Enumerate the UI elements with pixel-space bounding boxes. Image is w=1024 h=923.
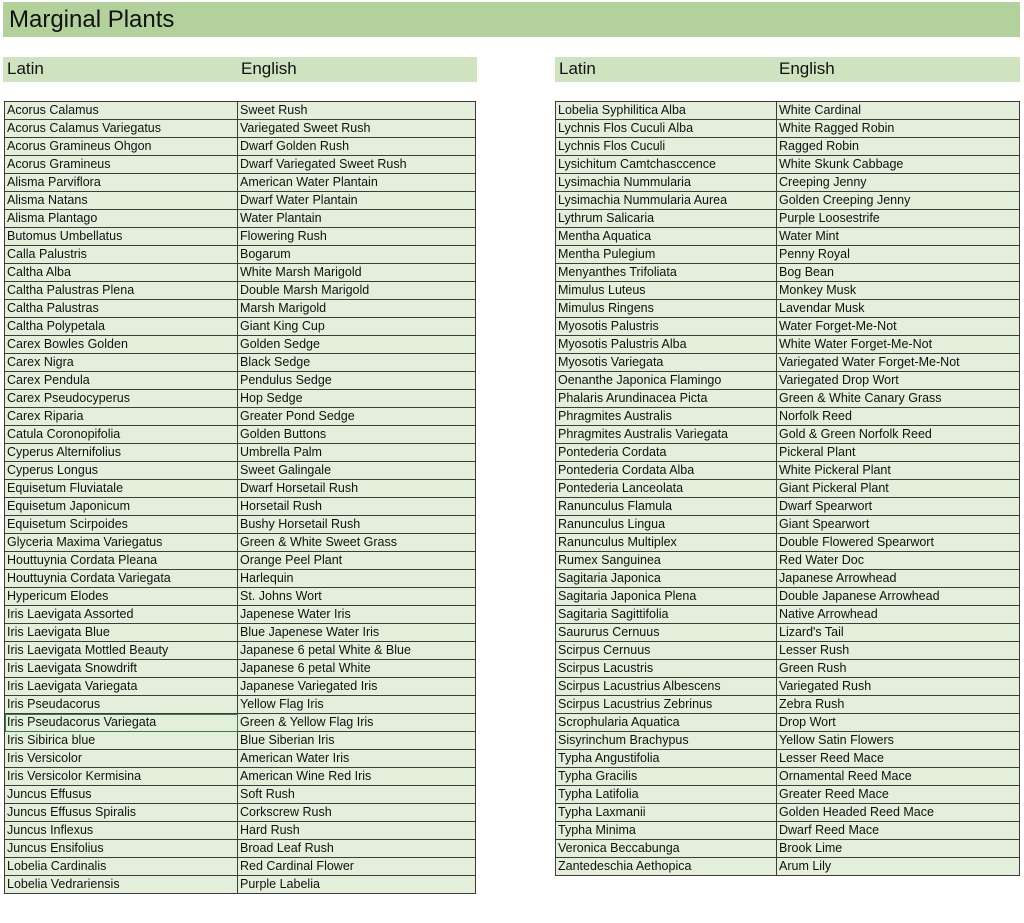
- table-row: [556, 660, 1020, 678]
- latin-name-cell[interactable]: Houttuynia Cordata Variegata: [5, 570, 238, 588]
- latin-name-cell[interactable]: Sagitaria Sagittifolia: [556, 606, 777, 624]
- table-row: [556, 732, 1020, 750]
- table-row: [5, 822, 476, 840]
- english-name-cell[interactable]: Yellow Satin Flowers: [777, 732, 1020, 750]
- table-row: [5, 444, 476, 462]
- table-row: [5, 354, 476, 372]
- latin-name-cell[interactable]: Alisma Parviflora: [5, 174, 238, 192]
- english-name-cell[interactable]: Flowering Rush: [238, 228, 476, 246]
- english-name-cell[interactable]: Dwarf Reed Mace: [777, 822, 1020, 840]
- english-name-cell[interactable]: Arum Lily: [777, 858, 1020, 876]
- table-row: [5, 804, 476, 822]
- left-header-row: [3, 57, 477, 82]
- table-row: [556, 570, 1020, 588]
- table-row: [556, 102, 1020, 120]
- latin-name-cell[interactable]: Calla Palustris: [5, 246, 238, 264]
- english-name-cell[interactable]: Variegated Water Forget-Me-Not: [777, 354, 1020, 372]
- english-name-cell[interactable]: Ragged Robin: [777, 138, 1020, 156]
- left-plants-table: [4, 101, 476, 894]
- table-row: [556, 192, 1020, 210]
- english-name-cell[interactable]: Japanese 6 petal White & Blue: [238, 642, 476, 660]
- english-name-cell[interactable]: Blue Japenese Water Iris: [238, 624, 476, 642]
- english-name-cell[interactable]: Purple Loosestrife: [777, 210, 1020, 228]
- latin-name-cell[interactable]: Juncus Ensifolius: [5, 840, 238, 858]
- table-row: [556, 336, 1020, 354]
- english-name-cell[interactable]: White Skunk Cabbage: [777, 156, 1020, 174]
- table-row: [5, 534, 476, 552]
- table-row: [5, 246, 476, 264]
- english-name-cell[interactable]: Lavendar Musk: [777, 300, 1020, 318]
- english-name-cell[interactable]: Bogarum: [238, 246, 476, 264]
- latin-name-cell[interactable]: Myosotis Palustris Alba: [556, 336, 777, 354]
- latin-name-cell[interactable]: Scirpus Lacustrius Zebrinus: [556, 696, 777, 714]
- english-name-cell[interactable]: Lesser Rush: [777, 642, 1020, 660]
- table-row: [5, 606, 476, 624]
- table-row: [556, 246, 1020, 264]
- english-name-cell[interactable]: Green & White Sweet Grass: [238, 534, 476, 552]
- table-row: [556, 840, 1020, 858]
- table-row: [5, 318, 476, 336]
- right-latin-header: Latin: [559, 59, 596, 78]
- table-row: [556, 804, 1020, 822]
- table-row: [556, 714, 1020, 732]
- english-name-cell[interactable]: Japanese 6 petal White: [238, 660, 476, 678]
- table-row: [5, 876, 476, 894]
- latin-name-cell[interactable]: Butomus Umbellatus: [5, 228, 238, 246]
- table-row: [556, 174, 1020, 192]
- english-name-cell[interactable]: American Water Plantain: [238, 174, 476, 192]
- title-bar: [3, 2, 1020, 37]
- latin-name-cell[interactable]: Acorus Gramineus Ohgon: [5, 138, 238, 156]
- latin-name-cell[interactable]: Iris Versicolor Kermisina: [5, 768, 238, 786]
- latin-name-cell[interactable]: Myosotis Variegata: [556, 354, 777, 372]
- latin-name-cell[interactable]: Caltha Alba: [5, 264, 238, 282]
- table-row: [5, 462, 476, 480]
- table-row: [5, 336, 476, 354]
- latin-name-cell[interactable]: Mentha Aquatica: [556, 228, 777, 246]
- latin-name-cell[interactable]: Menyanthes Trifoliata: [556, 264, 777, 282]
- table-row: [556, 138, 1020, 156]
- latin-name-cell[interactable]: Iris Laevigata Blue: [5, 624, 238, 642]
- english-name-cell[interactable]: Water Plantain: [238, 210, 476, 228]
- table-row: [556, 498, 1020, 516]
- latin-name-cell[interactable]: Houttuynia Cordata Pleana: [5, 552, 238, 570]
- english-name-cell[interactable]: Umbrella Palm: [238, 444, 476, 462]
- table-row: [556, 444, 1020, 462]
- english-name-cell[interactable]: Dwarf Horsetail Rush: [238, 480, 476, 498]
- english-name-cell[interactable]: White Pickeral Plant: [777, 462, 1020, 480]
- english-name-cell[interactable]: Double Marsh Marigold: [238, 282, 476, 300]
- table-row: [556, 606, 1020, 624]
- table-row: [5, 174, 476, 192]
- latin-name-cell[interactable]: Typha Latifolia: [556, 786, 777, 804]
- table-row: [556, 858, 1020, 876]
- english-name-cell[interactable]: Zebra Rush: [777, 696, 1020, 714]
- left-english-header: English: [241, 59, 297, 78]
- english-name-cell[interactable]: Red Cardinal Flower: [238, 858, 476, 876]
- english-name-cell[interactable]: Pickeral Plant: [777, 444, 1020, 462]
- english-name-cell[interactable]: White Marsh Marigold: [238, 264, 476, 282]
- table-row: [556, 534, 1020, 552]
- latin-name-cell[interactable]: Glyceria Maxima Variegatus: [5, 534, 238, 552]
- english-name-cell[interactable]: Variegated Drop Wort: [777, 372, 1020, 390]
- table-row: [556, 408, 1020, 426]
- english-name-cell[interactable]: Dwarf Water Plantain: [238, 192, 476, 210]
- latin-name-cell[interactable]: Carex Riparia: [5, 408, 238, 426]
- english-name-cell[interactable]: Variegated Sweet Rush: [238, 120, 476, 138]
- right-english-header: English: [779, 59, 835, 78]
- table-row: [5, 102, 476, 120]
- latin-name-cell[interactable]: Phragmites Australis Variegata: [556, 426, 777, 444]
- left-latin-header: Latin: [7, 59, 44, 78]
- latin-name-cell[interactable]: Lobelia Vedrariensis: [5, 876, 238, 894]
- table-row: [5, 570, 476, 588]
- latin-name-cell[interactable]: Saururus Cernuus: [556, 624, 777, 642]
- english-name-cell[interactable]: White Water Forget-Me-Not: [777, 336, 1020, 354]
- english-name-cell[interactable]: Red Water Doc: [777, 552, 1020, 570]
- english-name-cell[interactable]: Greater Pond Sedge: [238, 408, 476, 426]
- latin-name-cell[interactable]: Iris Pseudacorus: [5, 696, 238, 714]
- english-name-cell[interactable]: Broad Leaf Rush: [238, 840, 476, 858]
- latin-name-cell[interactable]: Sagitaria Japonica Plena: [556, 588, 777, 606]
- table-row: [556, 462, 1020, 480]
- table-row: [556, 768, 1020, 786]
- english-name-cell[interactable]: Horsetail Rush: [238, 498, 476, 516]
- table-row: [556, 678, 1020, 696]
- latin-name-cell[interactable]: Mentha Pulegium: [556, 246, 777, 264]
- latin-name-cell[interactable]: Hypericum Elodes: [5, 588, 238, 606]
- latin-name-cell[interactable]: Zantedeschia Aethopica: [556, 858, 777, 876]
- table-row: [556, 120, 1020, 138]
- page-title: Marginal Plants: [9, 6, 175, 33]
- latin-name-cell[interactable]: Iris Laevigata Mottled Beauty: [5, 642, 238, 660]
- latin-name-cell[interactable]: Scirpus Cernuus: [556, 642, 777, 660]
- english-name-cell[interactable]: Giant King Cup: [238, 318, 476, 336]
- table-row: [5, 390, 476, 408]
- table-row: [5, 696, 476, 714]
- latin-name-cell[interactable]: Sisyrinchum Brachypus: [556, 732, 777, 750]
- table-row: [5, 264, 476, 282]
- latin-name-cell[interactable]: Juncus Effusus: [5, 786, 238, 804]
- table-row: [5, 228, 476, 246]
- english-name-cell[interactable]: Water Mint: [777, 228, 1020, 246]
- english-name-cell[interactable]: Creeping Jenny: [777, 174, 1020, 192]
- english-name-cell[interactable]: Dwarf Spearwort: [777, 498, 1020, 516]
- latin-name-cell[interactable]: Carex Pendula: [5, 372, 238, 390]
- latin-name-cell[interactable]: Iris Versicolor: [5, 750, 238, 768]
- table-row: [556, 390, 1020, 408]
- table-row: [5, 282, 476, 300]
- english-name-cell[interactable]: Water Forget-Me-Not: [777, 318, 1020, 336]
- right-plants-table: [555, 101, 1020, 876]
- table-row: [556, 696, 1020, 714]
- table-row: [5, 660, 476, 678]
- english-name-cell[interactable]: Japenese Water Iris: [238, 606, 476, 624]
- table-row: [5, 552, 476, 570]
- latin-name-cell[interactable]: Rumex Sanguinea: [556, 552, 777, 570]
- table-row: [5, 498, 476, 516]
- english-name-cell[interactable]: Double Japanese Arrowhead: [777, 588, 1020, 606]
- english-name-cell[interactable]: Sweet Rush: [238, 102, 476, 120]
- english-name-cell[interactable]: Marsh Marigold: [238, 300, 476, 318]
- english-name-cell[interactable]: Giant Spearwort: [777, 516, 1020, 534]
- english-name-cell[interactable]: American Wine Red Iris: [238, 768, 476, 786]
- table-row: [5, 714, 476, 732]
- latin-name-cell[interactable]: Mimulus Luteus: [556, 282, 777, 300]
- latin-name-cell[interactable]: Caltha Palustras Plena: [5, 282, 238, 300]
- latin-name-cell[interactable]: Typha Laxmanii: [556, 804, 777, 822]
- table-row: [556, 642, 1020, 660]
- latin-name-cell[interactable]: Scrophularia Aquatica: [556, 714, 777, 732]
- table-row: [5, 732, 476, 750]
- table-row: [5, 642, 476, 660]
- latin-name-cell[interactable]: Iris Laevigata Assorted: [5, 606, 238, 624]
- table-row: [556, 156, 1020, 174]
- latin-name-cell[interactable]: Equisetum Fluviatale: [5, 480, 238, 498]
- latin-name-cell[interactable]: Equisetum Scirpoides: [5, 516, 238, 534]
- latin-name-cell[interactable]: Phragmites Australis: [556, 408, 777, 426]
- latin-name-cell[interactable]: Oenanthe Japonica Flamingo: [556, 372, 777, 390]
- table-row: [556, 624, 1020, 642]
- table-row: [5, 840, 476, 858]
- english-name-cell[interactable]: Bushy Horsetail Rush: [238, 516, 476, 534]
- latin-name-cell[interactable]: Pontederia Cordata Alba: [556, 462, 777, 480]
- table-row: [556, 264, 1020, 282]
- english-name-cell[interactable]: Giant Pickeral Plant: [777, 480, 1020, 498]
- latin-name-cell[interactable]: Typha Angustifolia: [556, 750, 777, 768]
- table-row: [5, 300, 476, 318]
- english-name-cell[interactable]: Dwarf Variegated Sweet Rush: [238, 156, 476, 174]
- latin-name-cell[interactable]: Pontederia Lanceolata: [556, 480, 777, 498]
- table-row: [5, 786, 476, 804]
- english-name-cell[interactable]: Lesser Reed Mace: [777, 750, 1020, 768]
- latin-name-cell[interactable]: Cyperus Longus: [5, 462, 238, 480]
- english-name-cell[interactable]: Hop Sedge: [238, 390, 476, 408]
- table-row: [556, 372, 1020, 390]
- latin-name-cell[interactable]: Equisetum Japonicum: [5, 498, 238, 516]
- table-row: [5, 750, 476, 768]
- latin-name-cell[interactable]: Mimulus Ringens: [556, 300, 777, 318]
- english-name-cell[interactable]: Green & Yellow Flag Iris: [238, 714, 476, 732]
- latin-name-cell[interactable]: Lobelia Cardinalis: [5, 858, 238, 876]
- english-name-cell[interactable]: Purple Labelia: [238, 876, 476, 894]
- table-row: [5, 678, 476, 696]
- right-header-row: [555, 57, 1020, 82]
- table-row: [556, 588, 1020, 606]
- table-row: [556, 318, 1020, 336]
- latin-name-cell[interactable]: Lysimachia Nummularia Aurea: [556, 192, 777, 210]
- english-name-cell[interactable]: Brook Lime: [777, 840, 1020, 858]
- english-name-cell[interactable]: Soft Rush: [238, 786, 476, 804]
- english-name-cell[interactable]: Ornamental Reed Mace: [777, 768, 1020, 786]
- latin-name-cell[interactable]: Lychnis Flos Cuculi Alba: [556, 120, 777, 138]
- english-name-cell[interactable]: Variegated Rush: [777, 678, 1020, 696]
- english-name-cell[interactable]: Dwarf Golden Rush: [238, 138, 476, 156]
- english-name-cell[interactable]: Green Rush: [777, 660, 1020, 678]
- latin-name-cell[interactable]: Carex Bowles Golden: [5, 336, 238, 354]
- english-name-cell[interactable]: Native Arrowhead: [777, 606, 1020, 624]
- table-row: [556, 822, 1020, 840]
- english-name-cell[interactable]: Japanese Arrowhead: [777, 570, 1020, 588]
- english-name-cell[interactable]: Double Flowered Spearwort: [777, 534, 1020, 552]
- latin-name-cell[interactable]: Typha Minima: [556, 822, 777, 840]
- table-row: [556, 786, 1020, 804]
- english-name-cell[interactable]: Greater Reed Mace: [777, 786, 1020, 804]
- english-name-cell[interactable]: Gold & Green Norfolk Reed: [777, 426, 1020, 444]
- latin-name-cell[interactable]: Caltha Palustras: [5, 300, 238, 318]
- table-row: [5, 768, 476, 786]
- english-name-cell[interactable]: Sweet Galingale: [238, 462, 476, 480]
- latin-name-cell[interactable]: Iris Laevigata Variegata: [5, 678, 238, 696]
- table-row: [556, 300, 1020, 318]
- latin-name-cell[interactable]: Carex Nigra: [5, 354, 238, 372]
- table-row: [5, 210, 476, 228]
- english-name-cell[interactable]: Lizard's Tail: [777, 624, 1020, 642]
- latin-name-cell[interactable]: Typha Gracilis: [556, 768, 777, 786]
- latin-name-cell[interactable]: Lythrum Salicaria: [556, 210, 777, 228]
- english-name-cell[interactable]: Black Sedge: [238, 354, 476, 372]
- english-name-cell[interactable]: St. Johns Wort: [238, 588, 476, 606]
- english-name-cell[interactable]: Golden Headed Reed Mace: [777, 804, 1020, 822]
- table-row: [556, 354, 1020, 372]
- latin-name-cell[interactable]: Ranunculus Flamula: [556, 498, 777, 516]
- latin-name-cell[interactable]: Scirpus Lacustris: [556, 660, 777, 678]
- latin-name-cell[interactable]: Juncus Effusus Spiralis: [5, 804, 238, 822]
- english-name-cell[interactable]: Green & White Canary Grass: [777, 390, 1020, 408]
- latin-name-cell[interactable]: Cyperus Alternifolius: [5, 444, 238, 462]
- table-row: [556, 552, 1020, 570]
- english-name-cell[interactable]: American Water Iris: [238, 750, 476, 768]
- latin-name-cell[interactable]: Alisma Plantago: [5, 210, 238, 228]
- english-name-cell[interactable]: Penny Royal: [777, 246, 1020, 264]
- latin-name-cell[interactable]: Pontederia Cordata: [556, 444, 777, 462]
- table-row: [5, 138, 476, 156]
- table-row: [5, 480, 476, 498]
- latin-name-cell[interactable]: Acorus Calamus Variegatus: [5, 120, 238, 138]
- table-row: [5, 624, 476, 642]
- english-name-cell[interactable]: Golden Buttons: [238, 426, 476, 444]
- latin-name-cell[interactable]: Lychnis Flos Cuculi: [556, 138, 777, 156]
- table-row: [556, 426, 1020, 444]
- table-row: [556, 750, 1020, 768]
- table-row: [5, 516, 476, 534]
- latin-name-cell[interactable]: Lysimachia Nummularia: [556, 174, 777, 192]
- latin-name-cell[interactable]: Catula Coronopifolia: [5, 426, 238, 444]
- latin-name-cell[interactable]: Alisma Natans: [5, 192, 238, 210]
- latin-name-cell[interactable]: Veronica Beccabunga: [556, 840, 777, 858]
- table-row: [5, 192, 476, 210]
- latin-name-cell[interactable]: Iris Pseudacorus Variegata: [5, 714, 238, 732]
- english-name-cell[interactable]: White Ragged Robin: [777, 120, 1020, 138]
- latin-name-cell[interactable]: Acorus Gramineus: [5, 156, 238, 174]
- table-row: [5, 588, 476, 606]
- latin-name-cell[interactable]: Phalaris Arundinacea Picta: [556, 390, 777, 408]
- latin-name-cell[interactable]: Scirpus Lacustrius Albescens: [556, 678, 777, 696]
- latin-name-cell[interactable]: Iris Sibirica blue: [5, 732, 238, 750]
- english-name-cell[interactable]: Golden Creeping Jenny: [777, 192, 1020, 210]
- table-row: [5, 156, 476, 174]
- english-name-cell[interactable]: Pendulus Sedge: [238, 372, 476, 390]
- english-name-cell[interactable]: Orange Peel Plant: [238, 552, 476, 570]
- english-name-cell[interactable]: Drop Wort: [777, 714, 1020, 732]
- latin-name-cell[interactable]: Caltha Polypetala: [5, 318, 238, 336]
- table-row: [556, 228, 1020, 246]
- table-row: [5, 858, 476, 876]
- english-name-cell[interactable]: White Cardinal: [777, 102, 1020, 120]
- english-name-cell[interactable]: Japanese Variegated Iris: [238, 678, 476, 696]
- table-row: [556, 282, 1020, 300]
- english-name-cell[interactable]: Hard Rush: [238, 822, 476, 840]
- latin-name-cell[interactable]: Iris Laevigata Snowdrift: [5, 660, 238, 678]
- english-name-cell[interactable]: Corkscrew Rush: [238, 804, 476, 822]
- table-row: [556, 480, 1020, 498]
- english-name-cell[interactable]: Golden Sedge: [238, 336, 476, 354]
- table-row: [5, 408, 476, 426]
- latin-name-cell[interactable]: Acorus Calamus: [5, 102, 238, 120]
- table-row: [5, 372, 476, 390]
- english-name-cell[interactable]: Blue Siberian Iris: [238, 732, 476, 750]
- table-row: [556, 210, 1020, 228]
- latin-name-cell[interactable]: Sagitaria Japonica: [556, 570, 777, 588]
- latin-name-cell[interactable]: Lobelia Syphilitica Alba: [556, 102, 777, 120]
- latin-name-cell[interactable]: Juncus Inflexus: [5, 822, 238, 840]
- english-name-cell[interactable]: Norfolk Reed: [777, 408, 1020, 426]
- table-row: [5, 120, 476, 138]
- english-name-cell[interactable]: Harlequin: [238, 570, 476, 588]
- latin-name-cell[interactable]: Carex Pseudocyperus: [5, 390, 238, 408]
- latin-name-cell[interactable]: Myosotis Palustris: [556, 318, 777, 336]
- table-row: [5, 426, 476, 444]
- latin-name-cell[interactable]: Ranunculus Lingua: [556, 516, 777, 534]
- english-name-cell[interactable]: Yellow Flag Iris: [238, 696, 476, 714]
- latin-name-cell[interactable]: Lysichitum Camtchasccence: [556, 156, 777, 174]
- latin-name-cell[interactable]: Ranunculus Multiplex: [556, 534, 777, 552]
- english-name-cell[interactable]: Monkey Musk: [777, 282, 1020, 300]
- english-name-cell[interactable]: Bog Bean: [777, 264, 1020, 282]
- table-row: [556, 516, 1020, 534]
